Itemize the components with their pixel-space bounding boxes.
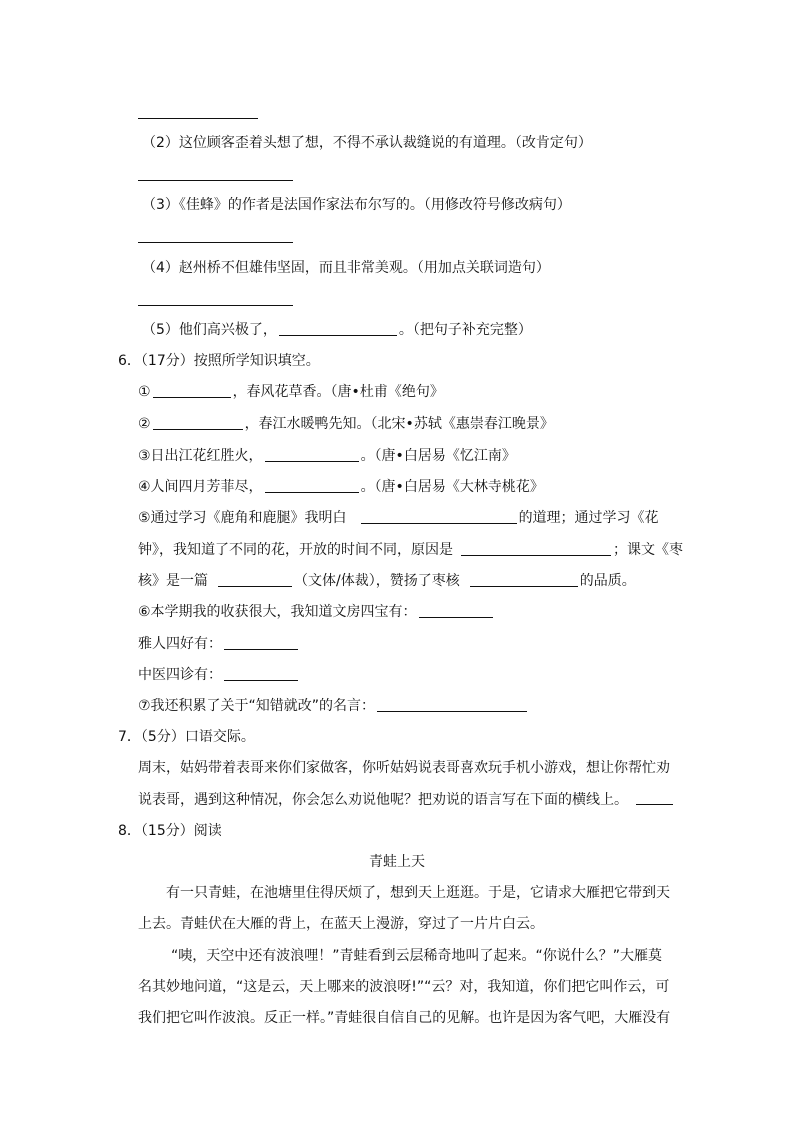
answer-line-1[interactable] (138, 118, 258, 119)
fill-blank[interactable] (153, 383, 231, 398)
q6-item-5-g: 的品质。 (579, 573, 636, 589)
q5-sentence-2: （2）这位顾客歪着头想了想，不得不承认裁缝说的有道理。（改肯定句） (142, 135, 592, 151)
answer-line-3[interactable] (138, 242, 293, 243)
q6-item-5-line-2 (138, 540, 683, 560)
story-p1-line-2: 上去。青蛙伏在大雁的背上，在蓝天上漫游，穿过了一片片白云。 (138, 916, 544, 932)
fill-blank[interactable] (461, 541, 611, 556)
answer-line-2[interactable] (138, 180, 293, 181)
q5-s5-head: （5）他们高兴极了， (142, 322, 277, 338)
fill-blank[interactable] (265, 447, 359, 462)
fill-blank[interactable] (279, 321, 397, 336)
fill-blank[interactable] (419, 603, 493, 618)
q6-title: 6．（17分）按照所学知识填空。 (118, 353, 320, 369)
q6-item-5-c: 钟》，我知道了不同的花，开放的时间不同，原因是 (138, 542, 453, 558)
q5-sentence-5 (142, 320, 532, 340)
fill-blank[interactable] (218, 572, 292, 587)
fill-blank[interactable] (224, 666, 298, 681)
q6-item-6-line-2 (138, 634, 300, 654)
q6-item-5-b: 的道理；通过学习《花 (518, 510, 659, 526)
q6-item-1-text: ，春风花草香。（唐•杜甫《绝句》 (232, 384, 444, 400)
fill-blank[interactable] (377, 697, 527, 712)
circled-number-1: ① (138, 384, 151, 400)
q7-title: 7．（5分）口语交际。 (118, 729, 255, 745)
story-p2-line-3: 我们把它叫作波浪。反正一样。”青蛙很自信自己的见解。也许是因为客气吧，大雁没有 (138, 1010, 671, 1026)
q6-item-5-a: ⑤通过学习《鹿角和鹿腿》我明白 (138, 510, 347, 526)
q6-item-5-line-3 (138, 571, 636, 591)
q6-item-7-text: ⑦我还积累了关于“知错就改”的名言： (138, 698, 376, 714)
q5-sentence-4: （4）赵州桥不但雄伟坚固，而且非常美观。（用加点关联词造句） (142, 260, 550, 276)
q6-item-3-head: ③日出江花红胜火， (138, 448, 263, 464)
q5-sentence-3: （3）《佳蜂》的作者是法国作家法布尔写的。（用修改符号修改病句） (142, 197, 571, 213)
q6-item-5-f: （文体/体裁），赞扬了枣核 (294, 573, 460, 589)
q5-s5-tail: 。（把句子补充完整） (398, 322, 532, 338)
q6-item-3 (138, 446, 516, 466)
q6-item-4-head: ④人间四月芳菲尽， (138, 479, 263, 495)
q6-item-6-c: 中医四诊有： (138, 667, 222, 683)
q7-paragraph-line-2-text: 说表哥，遇到这种情况，你会怎么劝说他呢？把劝说的语言写在下面的横线上。 (138, 792, 628, 808)
fill-blank[interactable] (153, 415, 243, 430)
story-p1-line-1: 有一只青蛙，在池塘里住得厌烦了，想到天上逛逛。于是，它请求大雁把它带到天 (166, 885, 670, 901)
q6-item-5-line-1 (138, 508, 659, 528)
q6-item-6-line-1 (138, 602, 495, 622)
q6-item-6-b: 雅人四好有： (138, 636, 222, 652)
q6-item-5-e: 核》是一篇 (138, 573, 208, 589)
q6-item-6-line-3 (138, 665, 300, 685)
answer-line-q7[interactable] (636, 804, 673, 805)
q6-item-6-a: ⑥本学期我的收获很大，我知道文房四宝有： (138, 604, 417, 620)
q7-paragraph-line-1: 周末，姑妈带着表哥来你们家做客，你听姑妈说表哥喜欢玩手机小游戏，想让你帮忙劝 (138, 760, 670, 776)
q6-item-4 (138, 477, 544, 497)
answer-line-4[interactable] (138, 305, 293, 306)
q6-item-4-tail: 。（唐•白居易《大林寺桃花》 (360, 479, 544, 495)
circled-number-2: ② (138, 416, 151, 432)
story-title: 青蛙上天 (369, 854, 425, 870)
story-p2-line-1: “咦，天空中还有波浪哩！”青蛙看到云层稀奇地叫了起来。“你说什么？”大雁莫 (171, 948, 663, 964)
q6-item-2-text: ，春江水暖鸭先知。（北宋•苏轼《惠崇春江晚景》 (244, 416, 554, 432)
fill-blank[interactable] (265, 478, 359, 493)
q8-title: 8．（15分）阅读 (118, 823, 222, 839)
q6-item-1 (138, 382, 444, 402)
q6-item-2 (138, 414, 554, 434)
fill-blank[interactable] (224, 635, 298, 650)
q6-item-5-d: ；课文《枣 (613, 542, 683, 558)
story-p2-line-2: 名其妙地问道，“这是云，天上哪来的波浪呀!”“云？对，我知道，你们把它叫作云，可 (138, 979, 670, 995)
fill-blank[interactable] (361, 509, 517, 524)
q7-paragraph-line-2 (138, 790, 628, 810)
q6-item-7 (138, 696, 529, 716)
fill-blank[interactable] (470, 572, 578, 587)
q6-item-3-tail: 。（唐•白居易《忆江南》 (360, 448, 516, 464)
